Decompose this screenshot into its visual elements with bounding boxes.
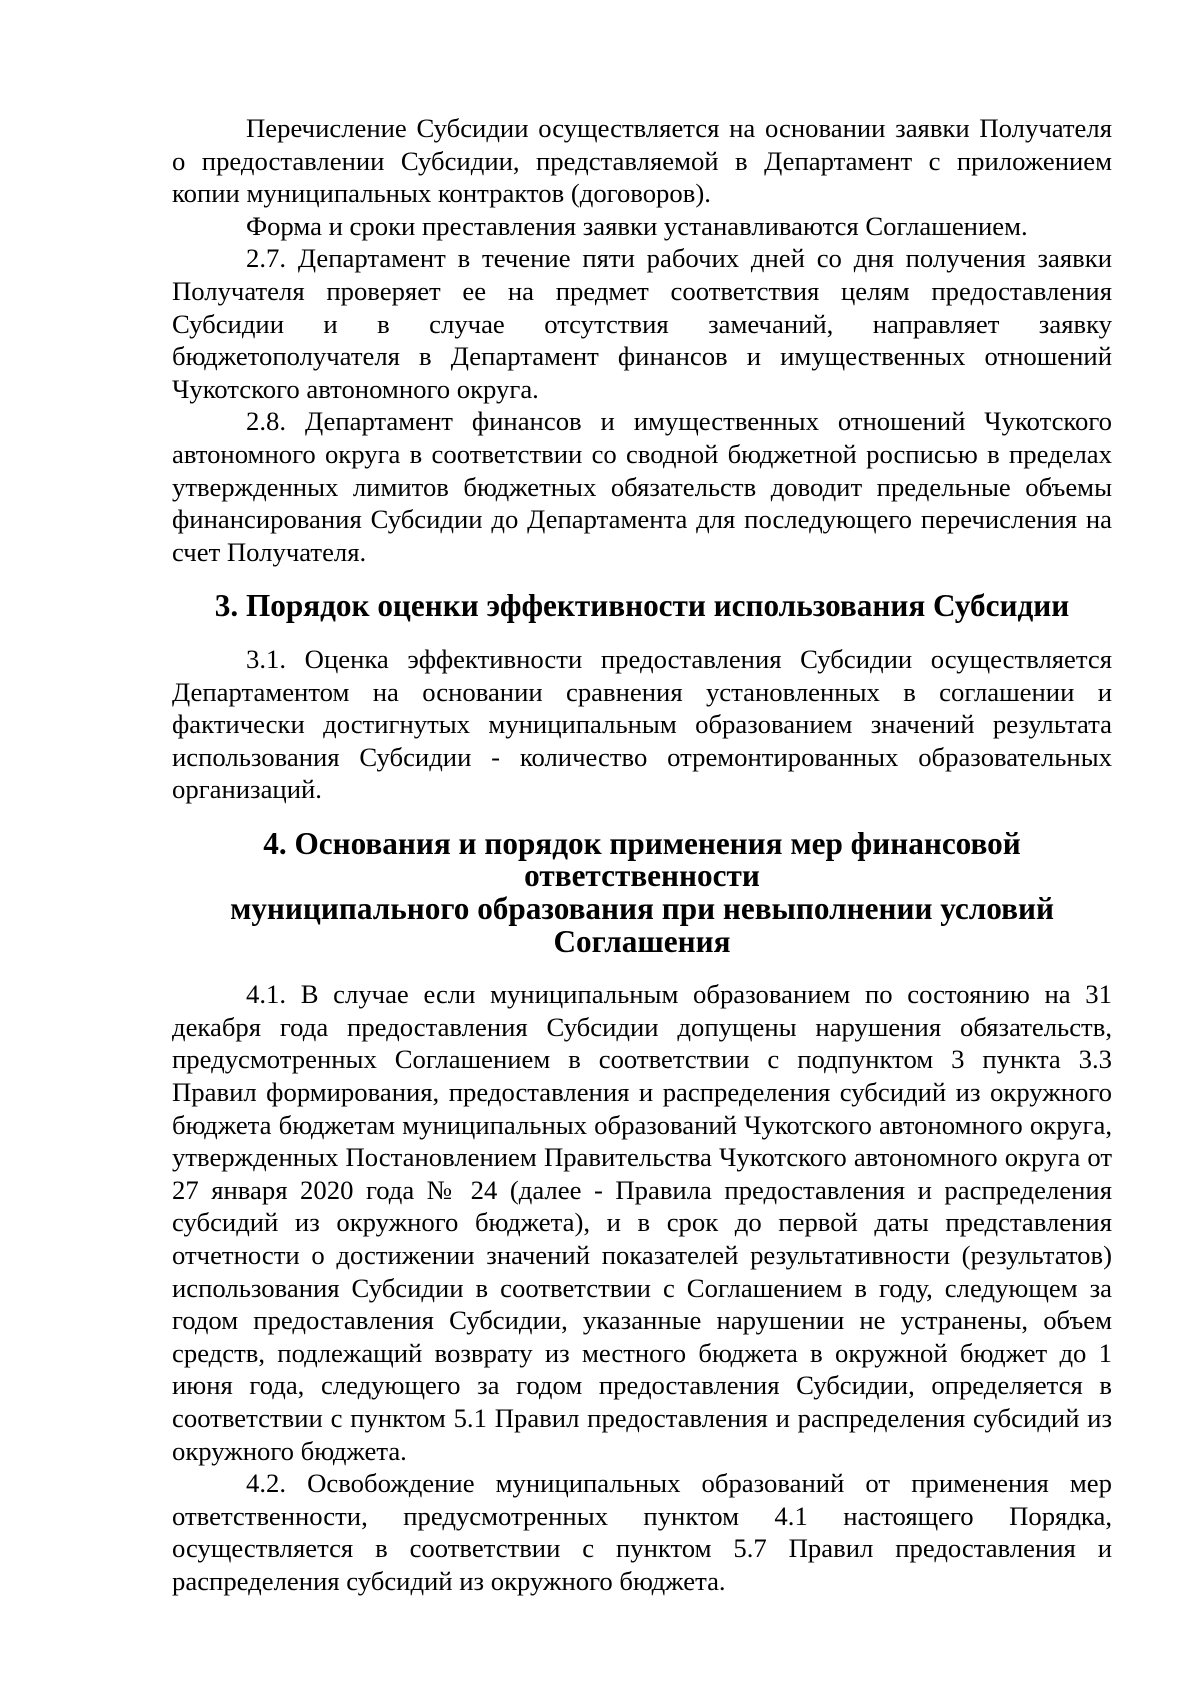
section-4-heading-line-2: муниципального образования при невыполнении условий Соглашения (230, 891, 1054, 959)
paragraph-3-1: 3.1. Оценка эффективности предоставления Субсидии осуществляется Департаментом на основании сравнения установленных в соглашении и фактически достигнутых муниципальным образованием значений результата использования Субсидии - количество отремонтированных образовательных организаций. (172, 643, 1112, 805)
paragraph-2-7: 2.7. Департамент в течение пяти рабочих дней со дня получения заявки Получателя проверяет ее на предмет соответствия целям предоставления Субсидии и в случае отсутствия замечаний, направляет заявку бюджетополучателя в Департамент финансов и имущественных отношений Чукотского автономного округа. (172, 243, 1112, 404)
paragraph-application-form: Форма и сроки преставления заявки устанавливаются Соглашением. (246, 210, 1028, 241)
section-4-heading (172, 825, 1112, 959)
paragraph-4-2: 4.2. Освобождение муниципальных образований от применения мер ответственности, предусмотренных пунктом 4.1 настоящего Порядка, осуществляется в соответствии с пунктом 5.7 Правил предоставления и распределения субсидий из окружного бюджета. (172, 1468, 1112, 1596)
document-page (172, 112, 1112, 1598)
section-4-heading-line-1: 4. Основания и порядок применения мер финансовой ответственности (263, 825, 1021, 894)
paragraph-transfer: Перечисление Субсидии осуществляется на основании заявки Получателя о предоставлении Субсидии, представляемой в Департамент с приложением копии муниципальных контрактов (договоров). (172, 113, 1112, 209)
paragraph-2-8: 2.8. Департамент финансов и имущественных отношений Чукотского автономного округа в соответствии со сводной бюджетной росписью в пределах утвержденных лимитов бюджетных обязательств доводит предельные объемы финансирования Субсидии до Департамента для последующего перечисления на счет Получателя. (172, 406, 1112, 567)
paragraph-4-1: 4.1. В случае если муниципальным образованием по состоянию на 31 декабря года предоставления Субсидии допущены нарушения обязательств, предусмотренных Соглашением в соответствии с подпунктом 3 пункта 3.3 Правил формирования, предоставления и распределения субсидий из окружного бюджета бюджетам муниципальных образований Чукотского автономного округа, утвержденных Постановлением Правительства Чукотского автономного округа от 27 января 2020 года № 24 (далее - Правила предоставления и распределения субсидий из окружного бюджета), и в срок до первой даты представления отчетности о достижении значений показателей результативности (результатов) использования Субсидии в соответствии с Соглашением в году, следующем за годом предоставления Субсидии, указанные нарушении не устранены, объем средств, подлежащий возврату из местного бюджета в окружной бюджет до 1 июня года, следующего за годом предоставления Субсидии, определяется в соответствии с пунктом 5.1 Правил предоставления и распределения субсидий из окружного бюджета. (172, 979, 1112, 1466)
section-3-heading: 3. Порядок оценки эффективности использования Субсидии (214, 588, 1070, 624)
